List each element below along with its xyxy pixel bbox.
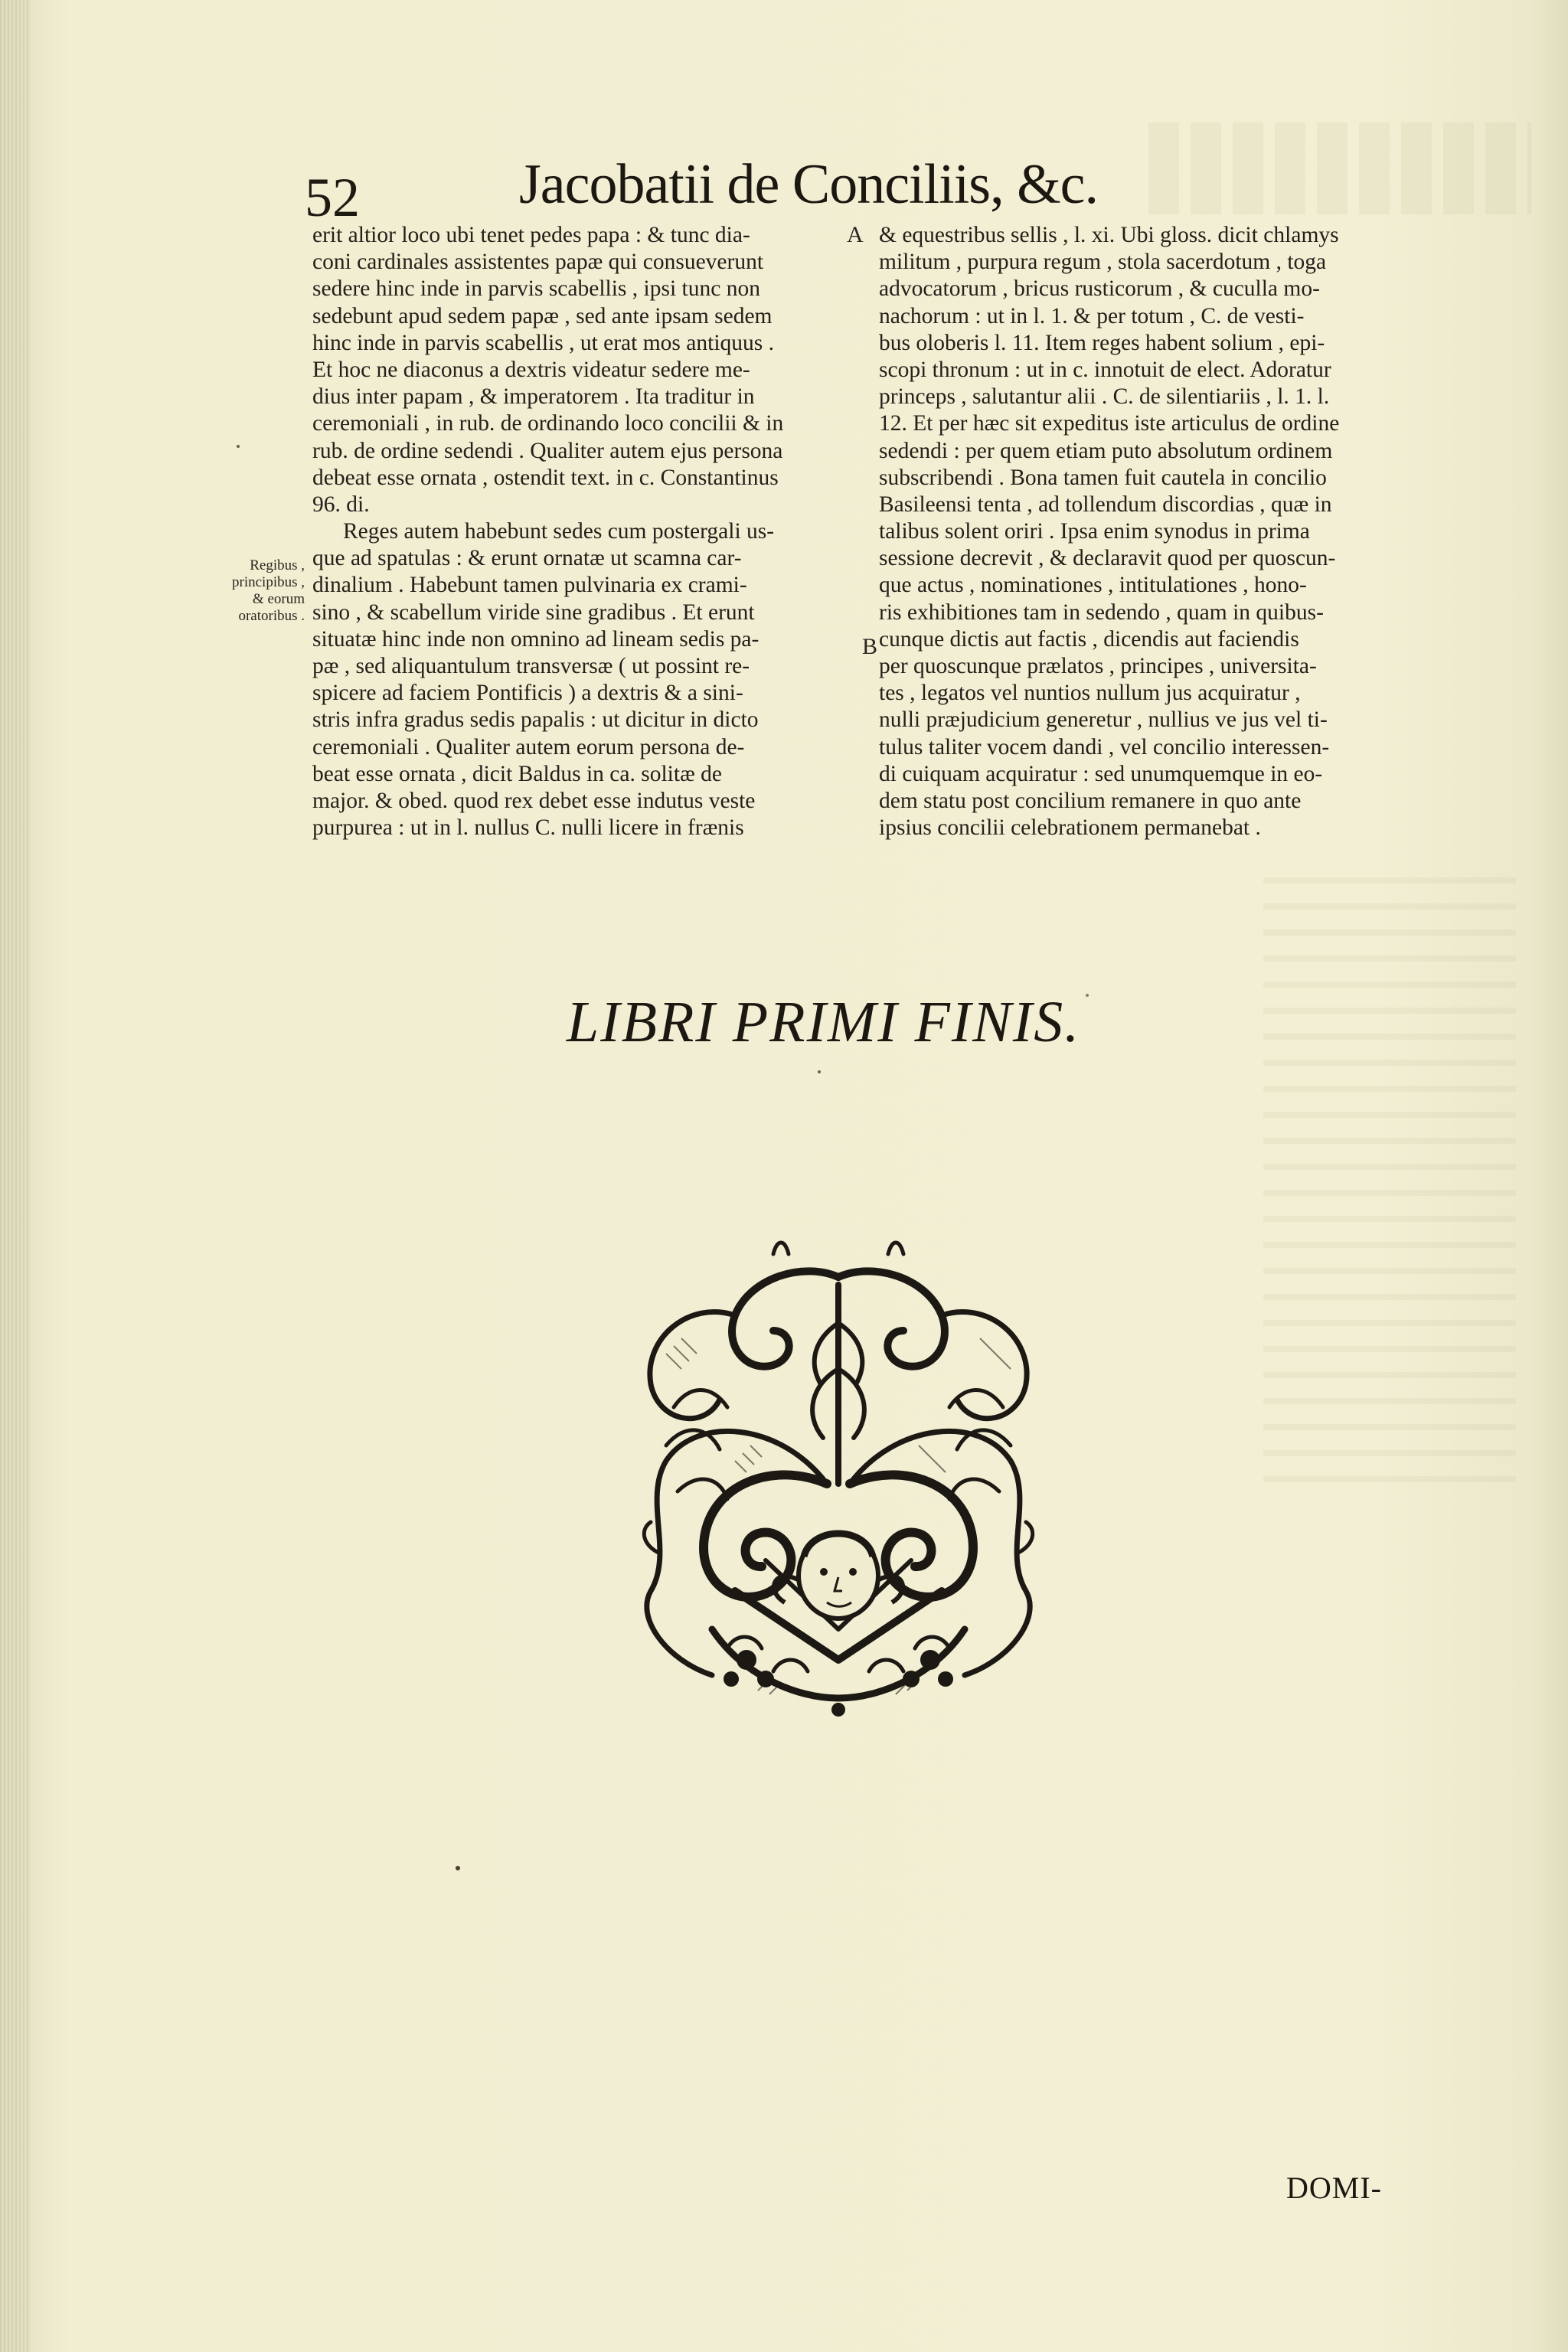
marginal-note-line: & eorum (252, 591, 305, 607)
text-line: situatæ hinc inde non omnino ad lineam sedis pa- (312, 626, 760, 652)
margin-letter-b: B (862, 634, 878, 659)
text-line: coni cardinales assistentes papæ qui consueverunt (312, 250, 764, 275)
text-line: talibus solent oriri . Ipsa enim synodus in prima (879, 519, 1310, 544)
text-line: scopi thronum : ut in c. innotuit de elect. Adoratur (879, 357, 1331, 382)
text-line: princeps , salutantur alii . C. de silentiariis , l. 1. l. (879, 384, 1330, 410)
text-line: ceremoniali . Qualiter autem eorum persona de- (312, 734, 745, 760)
text-line: pæ , sed aliquantulum transversæ ( ut possint re- (312, 654, 750, 678)
text-line: per quoscunque prælatos , principes , universita- (879, 654, 1317, 678)
text-line: ipsius concilii celebrationem permanebat . (879, 815, 1261, 841)
text-line: ris exhibitiones tam in sedendo , quam in quibus- (879, 599, 1324, 625)
text-line: dinalium . Habebunt tamen pulvinaria ex crami- (312, 573, 747, 598)
text-line: bus oloberis l. 11. Item reges habent solium , epi- (879, 330, 1325, 355)
book-end-heading: LIBRI PRIMI FINIS. (567, 990, 1081, 1054)
text-line: hinc inde in parvis scabellis , ut erat mos antiquus . (312, 330, 774, 355)
text-line: stris infra gradus sedis papalis : ut dicitur in dicto (312, 707, 759, 733)
text-line: advocatorum , bricus rusticorum , & cuculla mo- (879, 276, 1320, 302)
text-line: Et hoc ne diaconus a dextris videatur sedere me- (312, 357, 750, 382)
text-line: sedebunt apud sedem papæ , sed ante ipsam sedem (312, 303, 773, 328)
running-title: Jacobatii de Conciliis, &c. (519, 153, 1098, 216)
catchword: DOMI- (1286, 2171, 1382, 2205)
text-line: dius inter papam , & imperatorem . Ita traditur in (312, 384, 755, 410)
text-line: subscribendi . Bona tamen fuit cautela in concilio (879, 465, 1327, 490)
text-line: militum , purpura regum , stola sacerdotum , toga (879, 250, 1327, 275)
text-line: cunque dictis aut factis , dicendis aut faciendis (879, 626, 1299, 652)
text-line: 96. di. (312, 492, 370, 517)
text-line: 12. Et per hæc sit expeditus iste articulus de ordine (879, 411, 1340, 436)
text-line: major. & obed. quod rex debet esse indutus veste (312, 788, 756, 813)
text-line: spicere ad faciem Pontificis ) a dextris & a sini- (312, 681, 743, 706)
marginal-note-line: Regibus , (250, 557, 305, 573)
text-line: sedendi : per quem etiam puto absolutum ordinem (879, 438, 1333, 463)
text-line: debeat esse ornata , ostendit text. in c. Constantinus (312, 465, 779, 490)
text-line: tes , legatos vel nuntios nullum jus acquiratur , (879, 681, 1301, 706)
text-line: purpurea : ut in l. nullus C. nulli licere in frænis (312, 815, 744, 841)
page-number: 52 (305, 167, 360, 228)
text-line: Basileensi tenta , ad tollendum discordias , quæ in (879, 492, 1332, 517)
text-line: & equestribus sellis , l. xi. Ubi gloss. dicit chlamys (879, 223, 1339, 247)
text-line: nachorum : ut in l. 1. & per totum , C. de vesti- (879, 303, 1305, 328)
text-line: sino , & scabellum viride sine gradibus . Et erunt (312, 599, 755, 625)
text-line: que actus , nominationes , intitulationes , hono- (879, 573, 1307, 598)
text-line: nulli præjudicium generetur , nullius ve jus vel ti- (879, 707, 1328, 733)
text-line: Reges autem habebunt sedes cum postergali us- (343, 519, 775, 544)
text-line: rub. de ordine sedendi . Qualiter autem ejus persona (312, 438, 783, 463)
text-line: sedere hinc inde in parvis scabellis , ipsi tunc non (312, 276, 760, 302)
text-line: dem statu post concilium remanere in quo ante (879, 788, 1302, 813)
marginal-note-line: principibus , (232, 574, 305, 590)
text-line: beat esse ornata , dicit Baldus in ca. solitæ de (312, 761, 722, 786)
text-line: tulus taliter vocem dandi , vel concilio interessen- (879, 734, 1330, 760)
margin-letter-a: A (847, 222, 864, 247)
text-line: que ad spatulas : & erunt ornatæ ut scamna car- (312, 546, 742, 571)
text-line: erit altior loco ubi tenet pedes papa : & tunc dia- (312, 223, 750, 247)
text-line: di cuiquam acquiratur : sed unumquemque in eo- (879, 761, 1323, 786)
marginal-note-line: oratoribus . (238, 608, 305, 624)
text-line: sessione decrevit , & declaravit quod per quoscun- (879, 546, 1336, 571)
text-line: ceremoniali , in rub. de ordinando loco concilii & in (312, 411, 784, 436)
